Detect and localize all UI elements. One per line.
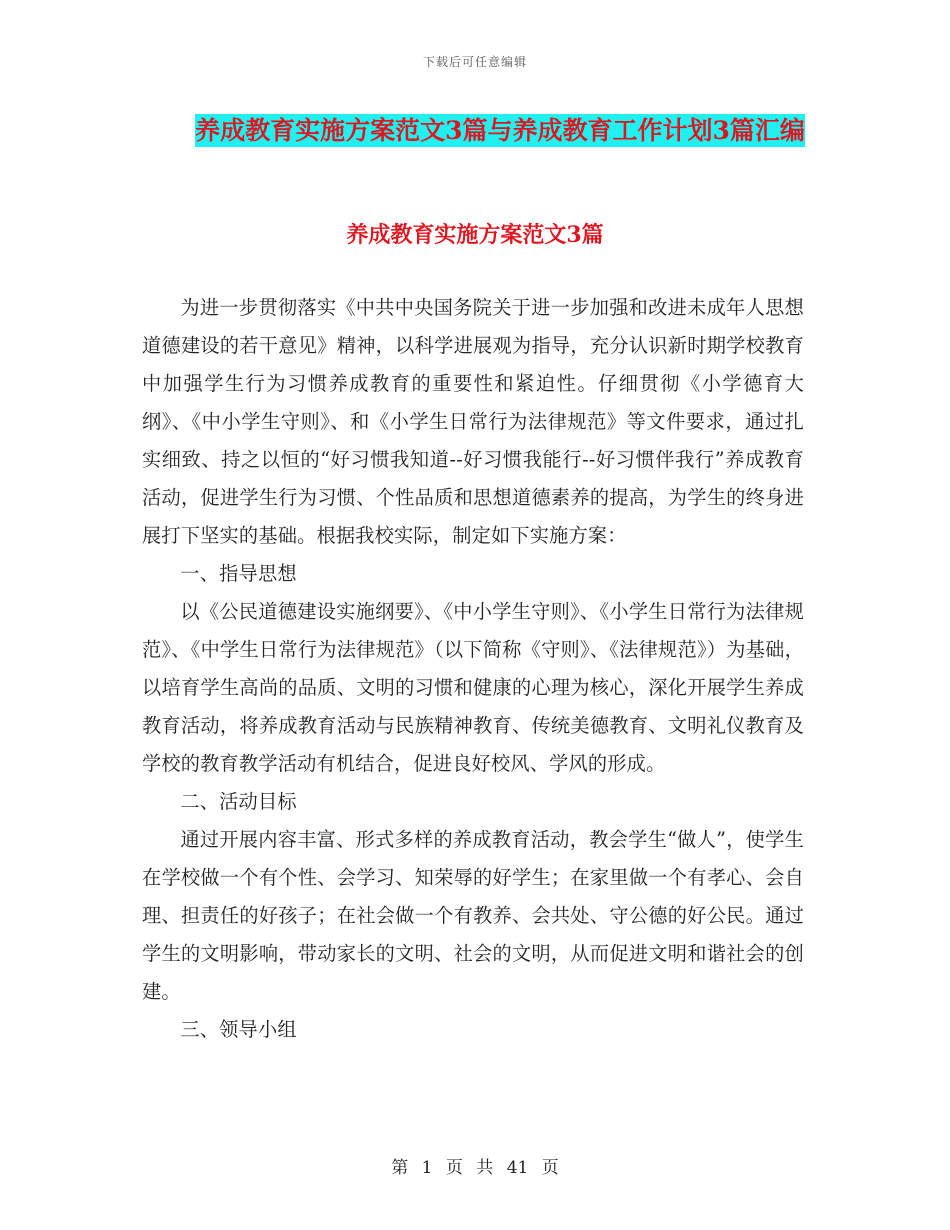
page-footer: 第 1 页 共 41 页 (391, 1158, 559, 1178)
document-title-text: 养成教育实施方案范文3篇与养成教育工作计划3篇汇编 (195, 116, 805, 145)
document-body (142, 289, 804, 1049)
paragraph-guiding-ideology: 以《公民道德建设实施纲要》、《中小学生守则》、《小学生日常行为法律规范》、《中学生日常行为法律规范》（以下简称《守则》、《法律规范》）为基础，以培育学生高尚的品质、文明的习惯和健康的心理为核心，深化开展学生养成教育活动，将养成教育活动与民族精神教育、传统美德教育、文明礼仪教育及学校的教育教学活动有机结合，促进良好校风、学风的形成。 (142, 600, 804, 775)
heading-guiding-ideology: 一、指导思想 (180, 562, 297, 585)
header-note: 下载后可任意编辑 (422, 55, 527, 69)
heading-activity-goals: 二、活动目标 (180, 790, 297, 813)
section-title: 养成教育实施方案范文3篇 (346, 222, 604, 248)
paragraph-activity-goals: 通过开展内容丰富、形式多样的养成教育活动，教会学生“做人”，使学生在学校做一个有个性、会学习、知荣辱的好学生；在家里做一个有孝心、会自理、担责任的好孩子；在社会做一个有教养、会共处、守公德的好公民。通过学生的文明影响，带动家长的文明、社会的文明，从而促进文明和谐社会的创建。 (142, 828, 804, 1003)
paragraph-intro: 为进一步贯彻落实《中共中央国务院关于进一步加强和改进未成年人思想道德建设的若干意见》精神，以科学进展观为指导，充分认识新时期学校教育中加强学生行为习惯养成教育的重要性和紧迫性。仔细贯彻《小学德育大纲》、《中小学生守则》、和《小学生日常行为法律规范》等文件要求，通过扎实细致、持之以恒的“好习惯我知道--好习惯我能行--好习惯伴我行”养成教育活动，促进学生行为习惯、个性品质和思想道德素养的提高，为学生的终身进展打下坚实的基础。根据我校实际，制定如下实施方案： (142, 296, 804, 547)
document-title (150, 108, 850, 154)
heading-leadership-group: 三、领导小组 (180, 1018, 297, 1041)
